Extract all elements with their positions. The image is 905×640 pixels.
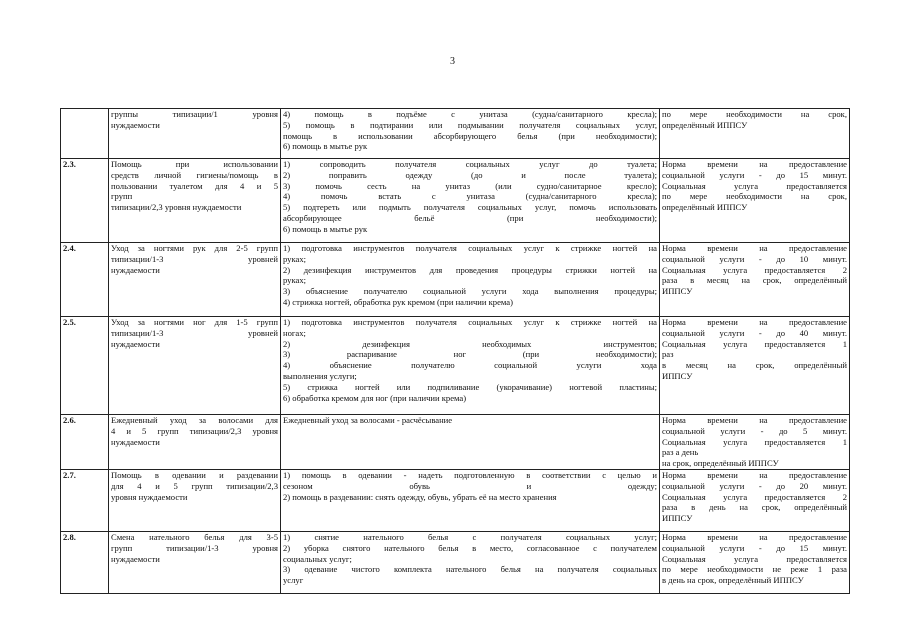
service-norm-line: раз а день <box>662 447 699 458</box>
service-norm-cell <box>660 415 850 470</box>
service-norm-line: Норма времени на предоставление <box>662 415 847 425</box>
service-norm-line: Социальная услуга предоставляется 1 <box>662 436 847 447</box>
service-norm-line: Норма времени на предоставление <box>662 159 847 169</box>
service-description-line: выполнения услуги; <box>283 370 357 381</box>
service-description-cell <box>281 109 660 159</box>
service-description-line: Ежедневный уход за волосами - расчёсывание <box>283 415 453 425</box>
service-description-line: 2) уборка снятого нательного белья в место, согласованное с получателем <box>283 542 657 553</box>
service-description-line: 3) одевание чистого комплекта нательного белья на получателя социальных <box>283 564 657 575</box>
service-description-line: сезоном обувь и одежду; <box>283 480 657 491</box>
service-name-line: 4 и 5 групп типизации/2,3 уровня <box>111 425 278 436</box>
service-name-line: пользовании туалетом для 4 и 5 <box>111 180 278 191</box>
service-description-line: 1) помощь в одевании - надеть подготовленную в соответствии с целью и <box>283 469 657 480</box>
service-name-line: нуждаемости <box>111 338 160 349</box>
table-row <box>61 159 850 243</box>
service-name-line: Уход за ногтями ног для 1-5 групп <box>111 317 278 327</box>
service-description-line: 1) снятие нательного белья с получателя социальных услуг; <box>283 531 657 542</box>
service-description-line: 4) стрижка ногтей, обработка рук кремом (при наличии крема) <box>283 296 513 307</box>
service-norm-line: раза в день на срок, определённый <box>662 502 847 513</box>
service-name-line: типизации/1-3 уровней <box>111 327 278 338</box>
service-name-line: типизации/1-3 уровней <box>111 253 278 264</box>
service-norm-line: по мере необходимости не реже 1 раза <box>662 564 847 575</box>
service-name-line: нуждаемости <box>111 436 160 447</box>
service-description-line: 5) стрижка ногтей или подпиливание (укорачивание) ногтевой пластины; <box>283 381 657 392</box>
service-norm-cell <box>660 243 850 317</box>
service-description-line: услуг <box>283 575 304 586</box>
service-description-line: 1) подготовка инструментов получателя социальных услуг к стрижке ногтей на <box>283 243 657 253</box>
service-norm-line: социальной услуги - до 5 минут. <box>662 425 847 436</box>
service-norm-line: раза в месяц на срок, определённый <box>662 275 847 286</box>
service-description-line: руках; <box>283 275 307 286</box>
service-description-line: 4) помощь в подъёме с унитаза (судна/санитарного кресла); <box>283 109 657 119</box>
service-description-line: 5) подтереть или подмыть получателя социальных услуг, помочь использовать <box>283 202 657 213</box>
service-description-line: помощь в использовании абсорбирующего белья (при необходимости); <box>283 130 657 141</box>
service-name-line: типизации/2,3 уровня нуждаемости <box>111 202 242 213</box>
service-norm-line: Норма времени на предоставление <box>662 243 847 253</box>
service-norm-line: Социальная услуга предоставляется <box>662 553 847 564</box>
service-norm-line: Социальная услуга предоставляется 1 <box>662 338 847 349</box>
service-norm-line: Социальная услуга предоставляется <box>662 180 847 191</box>
service-description-line: 6) помощь в мытье рук <box>283 223 368 234</box>
service-name-line: уровня нуждаемости <box>111 491 188 502</box>
service-norm-cell <box>660 109 850 159</box>
service-norm-line: раз <box>662 349 674 360</box>
service-norm-line: ИППСУ <box>662 370 693 381</box>
service-description-line: 6) обработка кремом для ног (при наличии крема) <box>283 392 467 403</box>
service-description-line: социальных услуг; <box>283 553 352 564</box>
service-norm-cell <box>660 317 850 415</box>
service-number-cell: 2.5. <box>61 317 109 415</box>
service-name-cell <box>109 469 281 531</box>
service-name-cell <box>109 243 281 317</box>
service-description-line: 5) помощь в подтирании или подмывании получателя социальных услуг, <box>283 119 657 130</box>
service-number-cell: 2.6. <box>61 415 109 470</box>
service-name-line: средств личной гигиены/помощь в <box>111 169 278 180</box>
service-name-cell <box>109 415 281 470</box>
service-description-line: 1) подготовка инструментов получателя социальных услуг к стрижке ногтей на <box>283 317 657 327</box>
service-name-cell <box>109 109 281 159</box>
service-norm-line: Норма времени на предоставление <box>662 469 847 480</box>
service-name-line: нуждаемости <box>111 553 160 564</box>
service-norm-line: определённый ИППСУ <box>662 202 748 213</box>
service-description-line: 2) поправить одежду (до и после туалета); <box>283 169 657 180</box>
service-description-line: ногах; <box>283 327 306 338</box>
service-name-line: Помощь при использовании <box>111 159 278 169</box>
service-norm-cell <box>660 531 850 593</box>
service-norm-line: Норма времени на предоставление <box>662 317 847 327</box>
service-number-cell: 2.3. <box>61 159 109 243</box>
service-norm-line: Социальная услуга предоставляется 2 <box>662 264 847 275</box>
service-description-line: 3) помочь сесть на унитаз (или судно/санитарное кресло); <box>283 180 657 191</box>
service-description-line: абсорбирующее бельё (при необходимости); <box>283 212 657 223</box>
service-norm-line: социальной услуги - до 40 минут. <box>662 327 847 338</box>
service-name-line: Ежедневный уход за волосами для <box>111 415 278 425</box>
service-description-line: 6) помощь в мытье рук <box>283 141 368 152</box>
table-row <box>61 317 850 415</box>
service-number-cell: 2.4. <box>61 243 109 317</box>
service-description-line: 4) помочь встать с унитаза (судна/санитарного кресла); <box>283 191 657 202</box>
service-norm-line: на срок, определённый ИППСУ <box>662 458 779 469</box>
table-row <box>61 415 850 470</box>
service-name-line: группы типизации/1 уровня <box>111 109 278 119</box>
service-description-line: 3) объяснение получателю социальной услуги хода выполнения процедуры; <box>283 286 657 297</box>
service-norm-cell <box>660 159 850 243</box>
service-description-cell <box>281 531 660 593</box>
service-norm-line: ИППСУ <box>662 513 693 524</box>
service-number-cell <box>61 109 109 159</box>
service-description-cell <box>281 243 660 317</box>
service-name-line: Смена нательного белья для 3-5 <box>111 531 278 542</box>
service-norm-line: социальной услуги - до 20 минут. <box>662 480 847 491</box>
table-row <box>61 469 850 531</box>
service-norm-line: социальной услуги - до 15 минут. <box>662 542 847 553</box>
service-name-cell <box>109 317 281 415</box>
service-description-cell <box>281 317 660 415</box>
service-description-line: 4) объяснение получателю социальной услуги хода <box>283 360 657 371</box>
service-description-cell <box>281 415 660 470</box>
service-norm-line: определённый ИППСУ <box>662 119 748 130</box>
service-description-line: 2) дезинфекция инструментов для проведения процедуры стрижки ногтей на <box>283 264 657 275</box>
service-norm-line: в месяц на срок, определённый <box>662 360 847 371</box>
service-name-line: групп типизации/1-3 уровня <box>111 542 278 553</box>
service-description-line: 2) помощь в раздевании: снять одежду, обувь, убрать её на место хранения <box>283 491 557 502</box>
service-name-cell <box>109 531 281 593</box>
service-norm-line: ИППСУ <box>662 286 693 297</box>
service-name-cell <box>109 159 281 243</box>
service-norm-line: социальной услуги - до 10 минут. <box>662 253 847 264</box>
service-name-line: для 4 и 5 групп типизации/2,3 <box>111 480 278 491</box>
service-description-line: 1) сопроводить получателя социальных услуг до туалета; <box>283 159 657 169</box>
service-norm-line: в день на срок, определённый ИППСУ <box>662 575 804 586</box>
table-row <box>61 531 850 593</box>
service-norm-cell <box>660 469 850 531</box>
service-number-cell: 2.7. <box>61 469 109 531</box>
service-description-line: 3) распаривание ног (при необходимости); <box>283 349 657 360</box>
service-name-line: групп <box>111 191 133 202</box>
services-table <box>60 108 850 594</box>
service-number-cell: 2.8. <box>61 531 109 593</box>
service-norm-line: по мере необходимости на срок, <box>662 191 847 202</box>
service-name-line: нуждаемости <box>111 119 160 130</box>
table-row <box>61 243 850 317</box>
service-description-cell <box>281 159 660 243</box>
service-norm-line: социальной услуги - до 15 минут. <box>662 169 847 180</box>
service-norm-line: по мере необходимости на срок, <box>662 109 847 119</box>
page-number: 3 <box>450 56 455 67</box>
service-description-line: 2) дезинфекция необходимых инструментов; <box>283 338 657 349</box>
table-row <box>61 109 850 159</box>
service-name-line: нуждаемости <box>111 264 160 275</box>
service-norm-line: Социальная услуга предоставляется 2 <box>662 491 847 502</box>
service-description-cell <box>281 469 660 531</box>
service-name-line: Уход за ногтями рук для 2-5 групп <box>111 243 278 253</box>
service-name-line: Помощь в одевании и раздевании <box>111 469 278 480</box>
service-norm-line: Норма времени на предоставление <box>662 531 847 542</box>
service-description-line: руках; <box>283 253 307 264</box>
